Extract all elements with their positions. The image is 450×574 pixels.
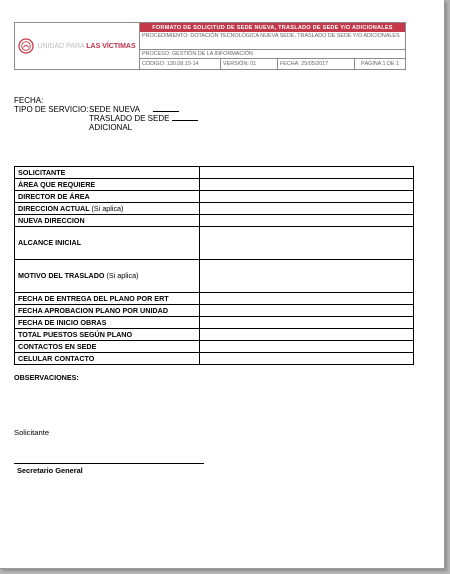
table-row bbox=[15, 260, 414, 293]
row-value-cell[interactable] bbox=[200, 167, 414, 179]
option-traslado-label: TRASLADO DE SEDE bbox=[89, 114, 170, 123]
logo-text bbox=[37, 43, 135, 50]
date-text: FECHA: 25/05/2017 bbox=[278, 59, 355, 69]
row-value-cell[interactable] bbox=[200, 317, 414, 329]
logo-text-a: UNIDAD PARA bbox=[37, 42, 87, 50]
table-row bbox=[15, 227, 414, 260]
row-label-text: FECHA DE ENTREGA DEL PLANO POR ERT bbox=[18, 293, 169, 303]
row-label bbox=[15, 227, 200, 260]
observaciones-label: OBSERVACIONES: bbox=[14, 373, 79, 382]
row-label-text: FECHA APROBACION PLANO POR UNIDAD bbox=[18, 305, 169, 315]
form-title: FORMATO DE SOLICITUD DE SEDE NUEVA, TRASLADO DE SEDE Y/O ADICIONALES bbox=[140, 23, 405, 32]
table-row bbox=[15, 179, 414, 191]
row-label bbox=[15, 260, 200, 293]
row-label-text: TOTAL PUESTOS SEGÚN PLANO bbox=[18, 329, 133, 339]
request-form-table bbox=[14, 166, 414, 365]
option-adicional: ADICIONAL bbox=[89, 123, 133, 132]
row-label-text: CELULAR CONTACTO bbox=[18, 353, 95, 363]
option-sede-nueva-blank bbox=[153, 111, 179, 112]
version-text: VERSIÓN: 01 bbox=[221, 59, 278, 69]
row-label bbox=[15, 293, 200, 305]
row-label-text: ÁREA QUE REQUIERE bbox=[18, 179, 96, 189]
row-label-text: ALCANCE INICIAL bbox=[18, 238, 82, 247]
table-row bbox=[15, 341, 414, 353]
row-label bbox=[15, 329, 200, 341]
signature-line bbox=[14, 463, 204, 464]
row-label bbox=[15, 191, 200, 203]
seal-icon bbox=[18, 38, 34, 54]
option-traslado bbox=[89, 114, 198, 123]
logo-text-b: LAS VÍCTIMAS bbox=[86, 42, 136, 50]
table-row bbox=[15, 203, 414, 215]
option-traslado-blank bbox=[172, 120, 198, 121]
row-label-text: MOTIVO DEL TRASLADO bbox=[18, 271, 107, 280]
row-label bbox=[15, 305, 200, 317]
row-value-cell[interactable] bbox=[200, 353, 414, 365]
tipo-servicio-label: TIPO DE SERVICIO: bbox=[14, 105, 89, 114]
option-sede-nueva bbox=[89, 105, 179, 114]
table-row bbox=[15, 215, 414, 227]
row-value-cell[interactable] bbox=[200, 203, 414, 215]
table-row bbox=[15, 191, 414, 203]
table-row bbox=[15, 293, 414, 305]
table-row bbox=[15, 329, 414, 341]
table-row bbox=[15, 353, 414, 365]
process-text: PROCESO: GESTIÓN DE LA INFORMACIÓN bbox=[140, 50, 405, 59]
row-value-cell[interactable] bbox=[200, 191, 414, 203]
row-label-text: CONTACTOS EN SEDE bbox=[18, 341, 97, 351]
code-text: CÓDIGO: 130.08.15-14 bbox=[140, 59, 221, 69]
row-label-text: DIRECCION ACTUAL bbox=[18, 203, 92, 213]
row-value-cell[interactable] bbox=[200, 227, 414, 260]
row-value-cell[interactable] bbox=[200, 179, 414, 191]
table-row bbox=[15, 167, 414, 179]
row-label bbox=[15, 167, 200, 179]
secretario-general-label: Secretario General bbox=[17, 466, 83, 475]
row-label-text: DIRECTOR DE ÁREA bbox=[18, 191, 90, 201]
row-label bbox=[15, 215, 200, 227]
document-header bbox=[14, 22, 406, 70]
row-value-cell[interactable] bbox=[200, 329, 414, 341]
unidad-victimas-logo bbox=[18, 38, 135, 54]
header-info bbox=[140, 23, 405, 69]
option-sede-nueva-label: SEDE NUEVA bbox=[89, 105, 140, 114]
procedure-text: PROCEDIMIENTO: DOTACIÓN TECNOLÓGICA NUEVA SEDE, TRASLADO DE SEDE Y/O ADICIONALES bbox=[140, 32, 405, 49]
page-number-text: PÁGINA 1 DE 1 bbox=[360, 61, 400, 67]
table-row bbox=[15, 305, 414, 317]
row-value-cell[interactable] bbox=[200, 341, 414, 353]
row-label bbox=[15, 317, 200, 329]
row-value-cell[interactable] bbox=[200, 260, 414, 293]
table-row bbox=[15, 317, 414, 329]
row-note: (Si aplica) bbox=[91, 203, 124, 213]
row-label-text: NUEVA DIRECCION bbox=[18, 215, 85, 225]
row-value-cell[interactable] bbox=[200, 305, 414, 317]
solicitante-signature-label: Solicitante bbox=[14, 428, 50, 437]
logo-cell bbox=[15, 23, 140, 69]
row-note: (Si aplica) bbox=[106, 271, 139, 280]
row-label bbox=[15, 179, 200, 191]
row-label bbox=[15, 203, 200, 215]
row-label-text: FECHA DE INICIO OBRAS bbox=[18, 317, 107, 327]
row-value-cell[interactable] bbox=[200, 215, 414, 227]
header-meta-row bbox=[140, 59, 405, 69]
row-label-text: SOLICITANTE bbox=[18, 167, 66, 177]
fecha-label: FECHA: bbox=[14, 96, 44, 105]
row-label bbox=[15, 341, 200, 353]
row-value-cell[interactable] bbox=[200, 293, 414, 305]
row-label bbox=[15, 353, 200, 365]
